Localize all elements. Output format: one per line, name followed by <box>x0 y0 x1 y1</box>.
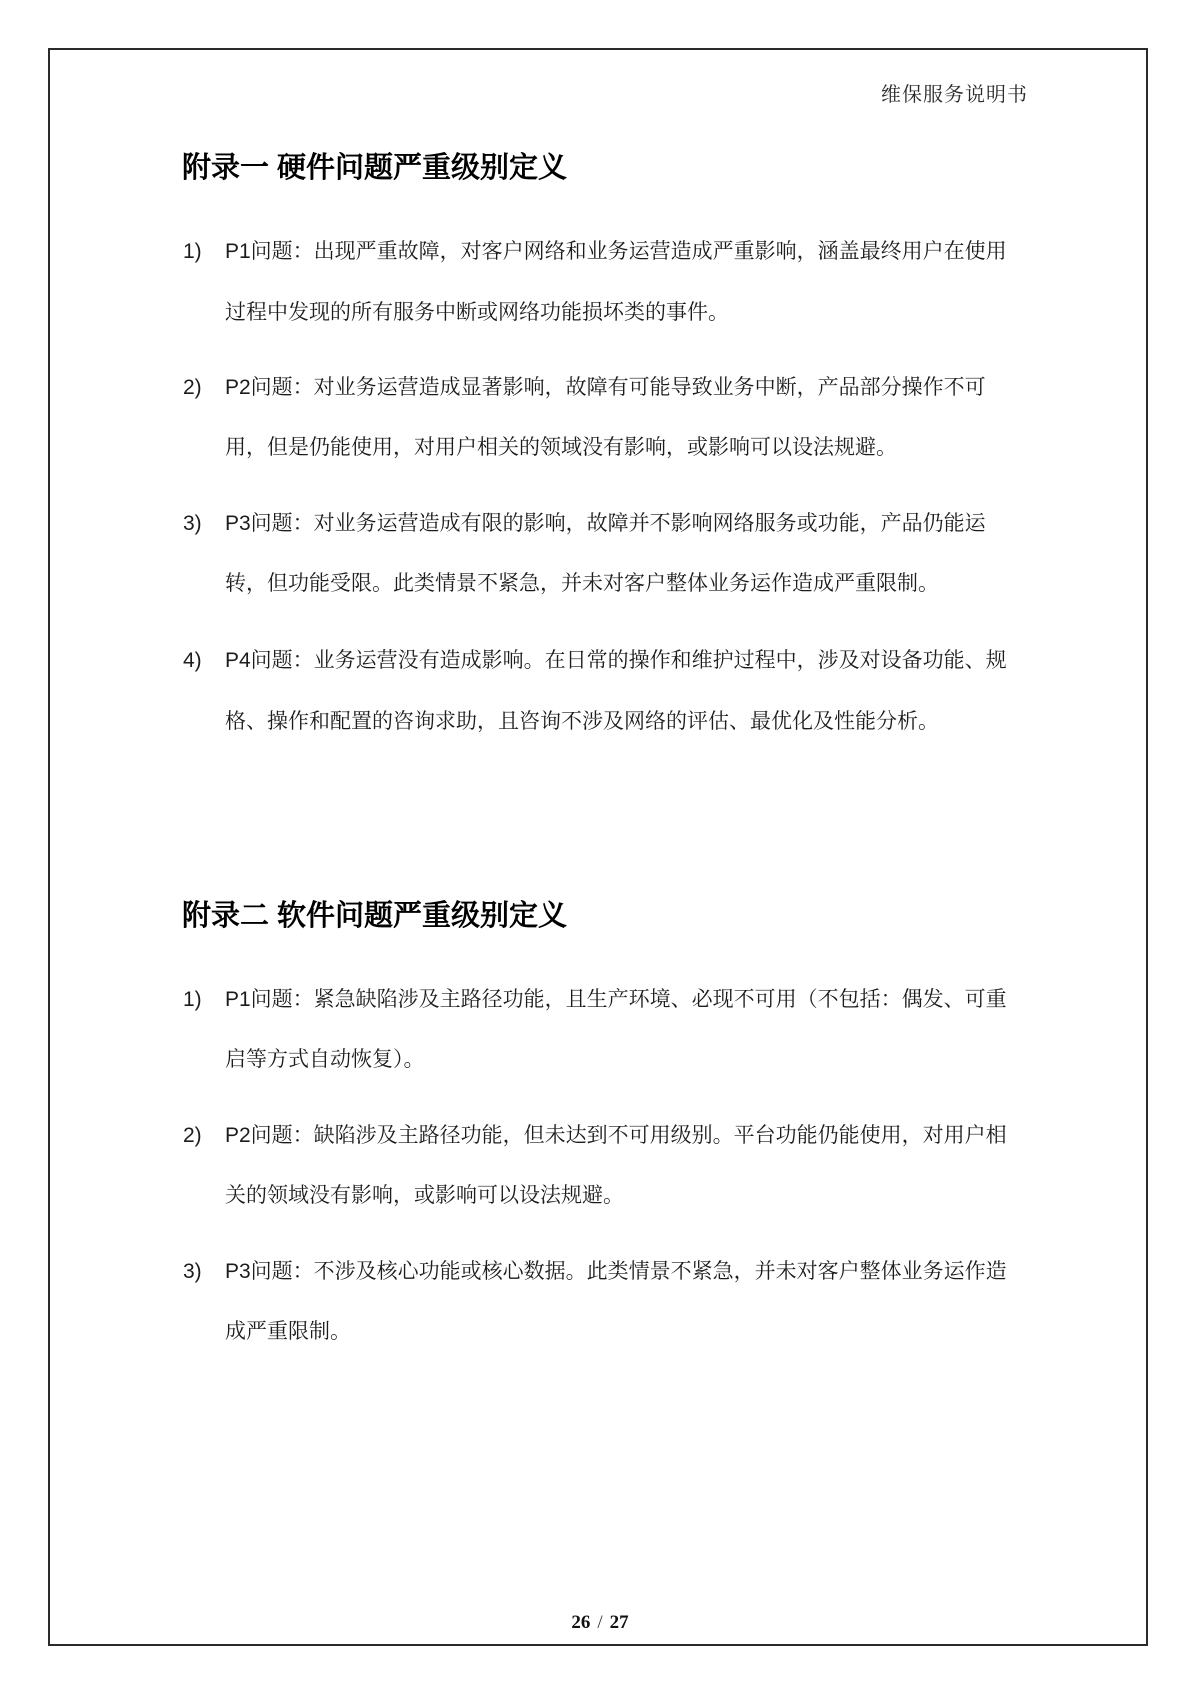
list-item-text: 转，但功能受限。此类情景不紧急，并未对客户整体业务运作造成严重限制。 <box>225 572 939 595</box>
list-item-number: 1) <box>183 240 202 263</box>
list-item-text: 格、操作和配置的咨询求助，且咨询不涉及网络的评估、最优化及性能分析。 <box>225 710 939 733</box>
list-item-line <box>183 510 986 537</box>
list-item-number: 3) <box>183 512 202 535</box>
appendix1-title: 附录一 硬件问题严重级别定义 <box>182 152 568 184</box>
list-item-text: P1问题：出现严重故障，对客户网络和业务运营造成严重影响，涵盖最终用户在使用 <box>225 240 1007 263</box>
list-item-line <box>183 374 986 401</box>
list-item-text: P1问题：紧急缺陷涉及主路径功能，且生产环境、必现不可用（不包括：偶发、可重 <box>225 988 1007 1011</box>
list-item-line <box>183 238 1007 265</box>
list-item-line <box>183 986 1007 1013</box>
list-item-text: P3问题：不涉及核心功能或核心数据。此类情景不紧急，并未对客户整体业务运作造 <box>225 1260 1007 1283</box>
list-item-number: 4) <box>183 649 202 672</box>
list-item-line <box>183 1258 1007 1285</box>
list-item-text: P3问题：对业务运营造成有限的影响，故障并不影响网络服务或功能，产品仍能运 <box>225 512 986 535</box>
list-item-number: 2) <box>183 1124 202 1147</box>
list-item-text: P2问题：对业务运营造成显著影响，故障有可能导致业务中断，产品部分操作不可 <box>225 376 986 399</box>
list-item-text: 过程中发现的所有服务中断或网络功能损坏类的事件。 <box>225 301 729 324</box>
current-page-number: 26 <box>571 1612 591 1633</box>
list-item-text: 成严重限制。 <box>225 1320 351 1343</box>
appendix2-title: 附录二 软件问题严重级别定义 <box>182 900 568 932</box>
list-item-number: 1) <box>183 988 202 1011</box>
list-item-text: 用，但是仍能使用，对用户相关的领域没有影响，或影响可以设法规避。 <box>225 436 897 459</box>
running-header: 维保服务说明书 <box>881 84 1028 106</box>
list-item-text: 关的领域没有影响，或影响可以设法规避。 <box>225 1184 624 1207</box>
list-item-text: P2问题：缺陷涉及主路径功能，但未达到不可用级别。平台功能仍能使用，对用户相 <box>225 1124 1007 1147</box>
list-item-line <box>183 647 1007 674</box>
list-item-text: 启等方式自动恢复）。 <box>225 1048 425 1071</box>
list-item-line <box>183 1122 1007 1149</box>
list-item-number: 3) <box>183 1260 202 1283</box>
list-item-number: 2) <box>183 376 202 399</box>
page-number-separator: / <box>597 1612 603 1633</box>
page-footer <box>0 1612 1200 1634</box>
list-item-text: P4问题：业务运营没有造成影响。在日常的操作和维护过程中，涉及对设备功能、规 <box>225 649 1007 672</box>
page-border <box>48 48 1148 1646</box>
total-page-number: 27 <box>609 1612 629 1633</box>
